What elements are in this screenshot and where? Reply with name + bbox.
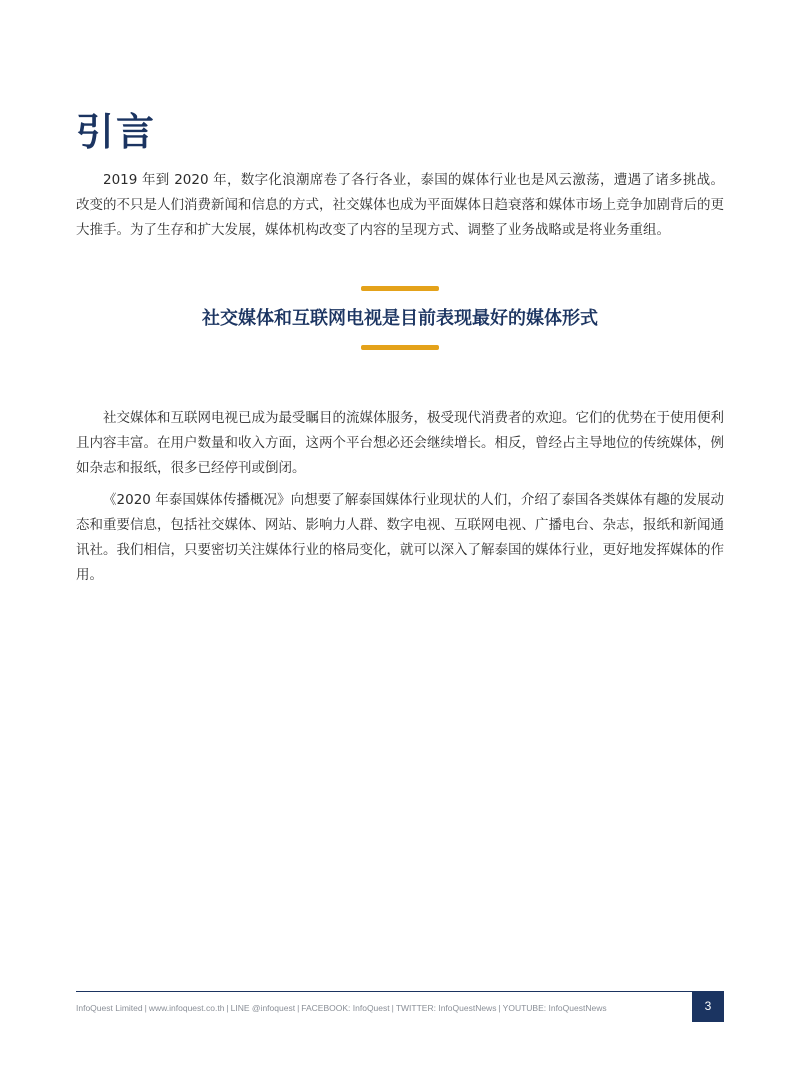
footer-separator: | (144, 1003, 147, 1013)
intro-paragraph: 2019 年到 2020 年，数字化浪潮席卷了各行各业，泰国的媒体行业也是风云激荡，遭遇了诸多挑战。改变的不只是人们消费新闻和信息的方式，社交媒体也成为平面媒体日趋衰落和媒体市场上竞争加剧背后的更大推手。为了生存和扩大发展，媒体机构改变了内容的呈现方式、调整了业务战略或是将业务重组。 (76, 172, 724, 238)
footer-youtube-link[interactable]: YOUTUBE: InfoQuestNews (502, 1003, 607, 1013)
footer-website-link[interactable]: www.infoquest.co.th (148, 1003, 225, 1013)
page-number: 3 (692, 991, 724, 1022)
body-paragraph: 社交媒体和互联网电视已成为最受瞩目的流媒体服务，极受现代消费者的欢迎。它们的优势在于使用便利且内容丰富。在用户数量和收入方面，这两个平台想必还会继续增长。相反，曾经占主导地位的传统媒体，例如杂志和报纸，很多已经停刊或倒闭。 (76, 410, 724, 476)
accent-bar-top (361, 286, 439, 291)
page-title: 引言 (76, 110, 157, 154)
footer-divider (76, 991, 724, 992)
body-paragraph: 《2020 年泰国媒体传播概况》向想要了解泰国媒体行业现状的人们，介绍了泰国各类媒体有趣的发展动态和重要信息，包括社交媒体、网站、影响力人群、数字电视、互联网电视、广播电台、杂志，报纸和新闻通讯社。我们相信，只要密切关注媒体行业的格局变化，就可以深入了解泰国的媒体行业，更好地发挥媒体的作用。 (76, 492, 724, 583)
footer-facebook-link[interactable]: FACEBOOK: InfoQuest (301, 1003, 390, 1013)
footer-separator: | (297, 1003, 300, 1013)
footer-company: InfoQuest Limited (76, 1003, 143, 1013)
footer-separator: | (498, 1003, 501, 1013)
section-heading: 社交媒体和互联网电视是目前表现最好的媒体形式 (202, 308, 598, 329)
footer-separator: | (226, 1003, 229, 1013)
footer-line-link[interactable]: LINE @infoquest (230, 1003, 296, 1013)
footer-separator: | (391, 1003, 394, 1013)
accent-bar-bottom (361, 345, 439, 350)
footer-twitter-link[interactable]: TWITTER: InfoQuestNews (395, 1003, 497, 1013)
footer (76, 1001, 676, 1015)
